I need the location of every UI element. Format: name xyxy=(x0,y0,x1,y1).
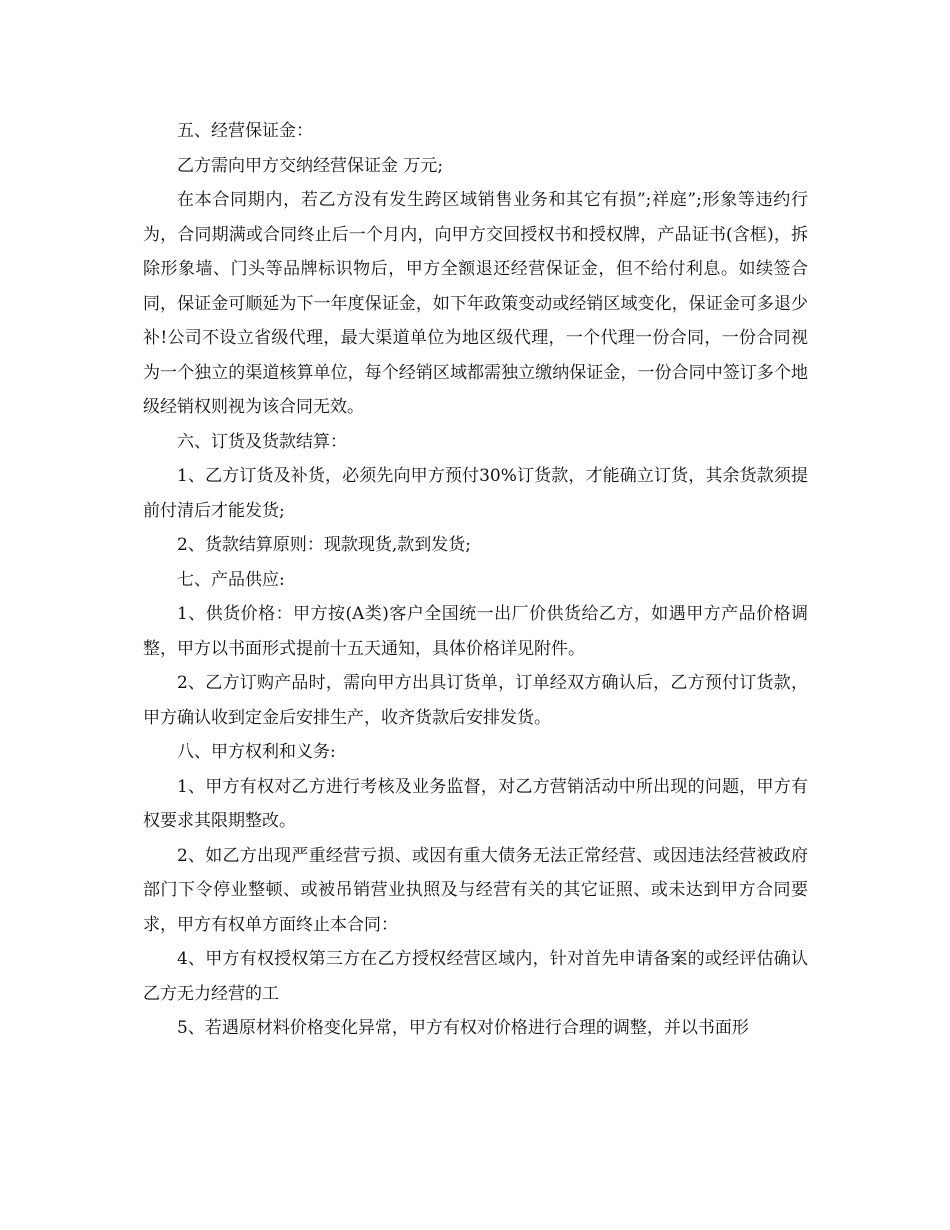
paragraph: 在本合同期内，若乙方没有发生跨区域销售业务和其它有损”;祥庭”;形象等违约行为，合同期满或合同终止后一个月内，向甲方交回授权书和授权牌，产品证书(含框)，拆除形象墙、门头等品牌标识物后，甲方全额退还经营保证金，但不给付利息。如续签合同，保证金可顺延为下一年度保证金，如下年政策变动或经销区域变化，保证金可多退少补!公司不设立省级代理，最大渠道单位为地区级代理，一个代理一份合同，一份合同视为一个独立的渠道核算单位，每个经销区域都需独立缴纳保证金，一份合同中签订多个地级经销权则视为该合同无效。 xyxy=(143,190,808,417)
paragraph: 1、供货价格：甲方按(A类)客户全国统一出厂价供货给乙方，如遇甲方产品价格调整，甲方以书面形式提前十五天通知，具体价格详见附件。 xyxy=(143,604,808,659)
document-body xyxy=(143,114,808,1046)
section-heading-supply: 七、产品供应: xyxy=(177,569,285,590)
paragraph: 2、乙方订购产品时，需向甲方出具订货单，订单经双方确认后，乙方预付订货款，甲方确认收到定金后安排生产，收齐货款后安排发货。 xyxy=(143,673,808,728)
section-heading-ordering: 六、订货及货款结算： xyxy=(177,431,347,452)
paragraph: 2、货款结算原则：现款现货,款到发货; xyxy=(177,535,471,555)
section-heading-deposit: 五、经营保证金： xyxy=(177,121,313,141)
paragraph: 5、若遇原材料价格变化异常，甲方有权对价格进行合理的调整，并以书面形 xyxy=(177,1018,749,1038)
paragraph: 1、乙方订货及补货，必须先向甲方预付30%订货款，才能确立订货，其余货款须提前付清后才能发货; xyxy=(143,466,808,521)
section-heading-party-a-rights: 八、甲方权利和义务: xyxy=(177,742,336,762)
paragraph: 2、如乙方出现严重经营亏损、或因有重大债务无法正常经营、或因违法经营被政府部门下令停业整顿、或被吊销营业执照及与经营有关的其它证照、或未达到甲方合同要求，甲方有权单方面终止本合同： xyxy=(143,845,808,935)
paragraph: 4、甲方有权授权第三方在乙方授权经营区域内，针对首先申请备案的或经评估确认乙方无力经营的工 xyxy=(143,949,808,1004)
paragraph: 1、甲方有权对乙方进行考核及业务监督，对乙方营销活动中所出现的问题，甲方有权要求其限期整改。 xyxy=(143,776,808,831)
paragraph: 乙方需向甲方交纳经营保证金 万元; xyxy=(177,155,444,176)
